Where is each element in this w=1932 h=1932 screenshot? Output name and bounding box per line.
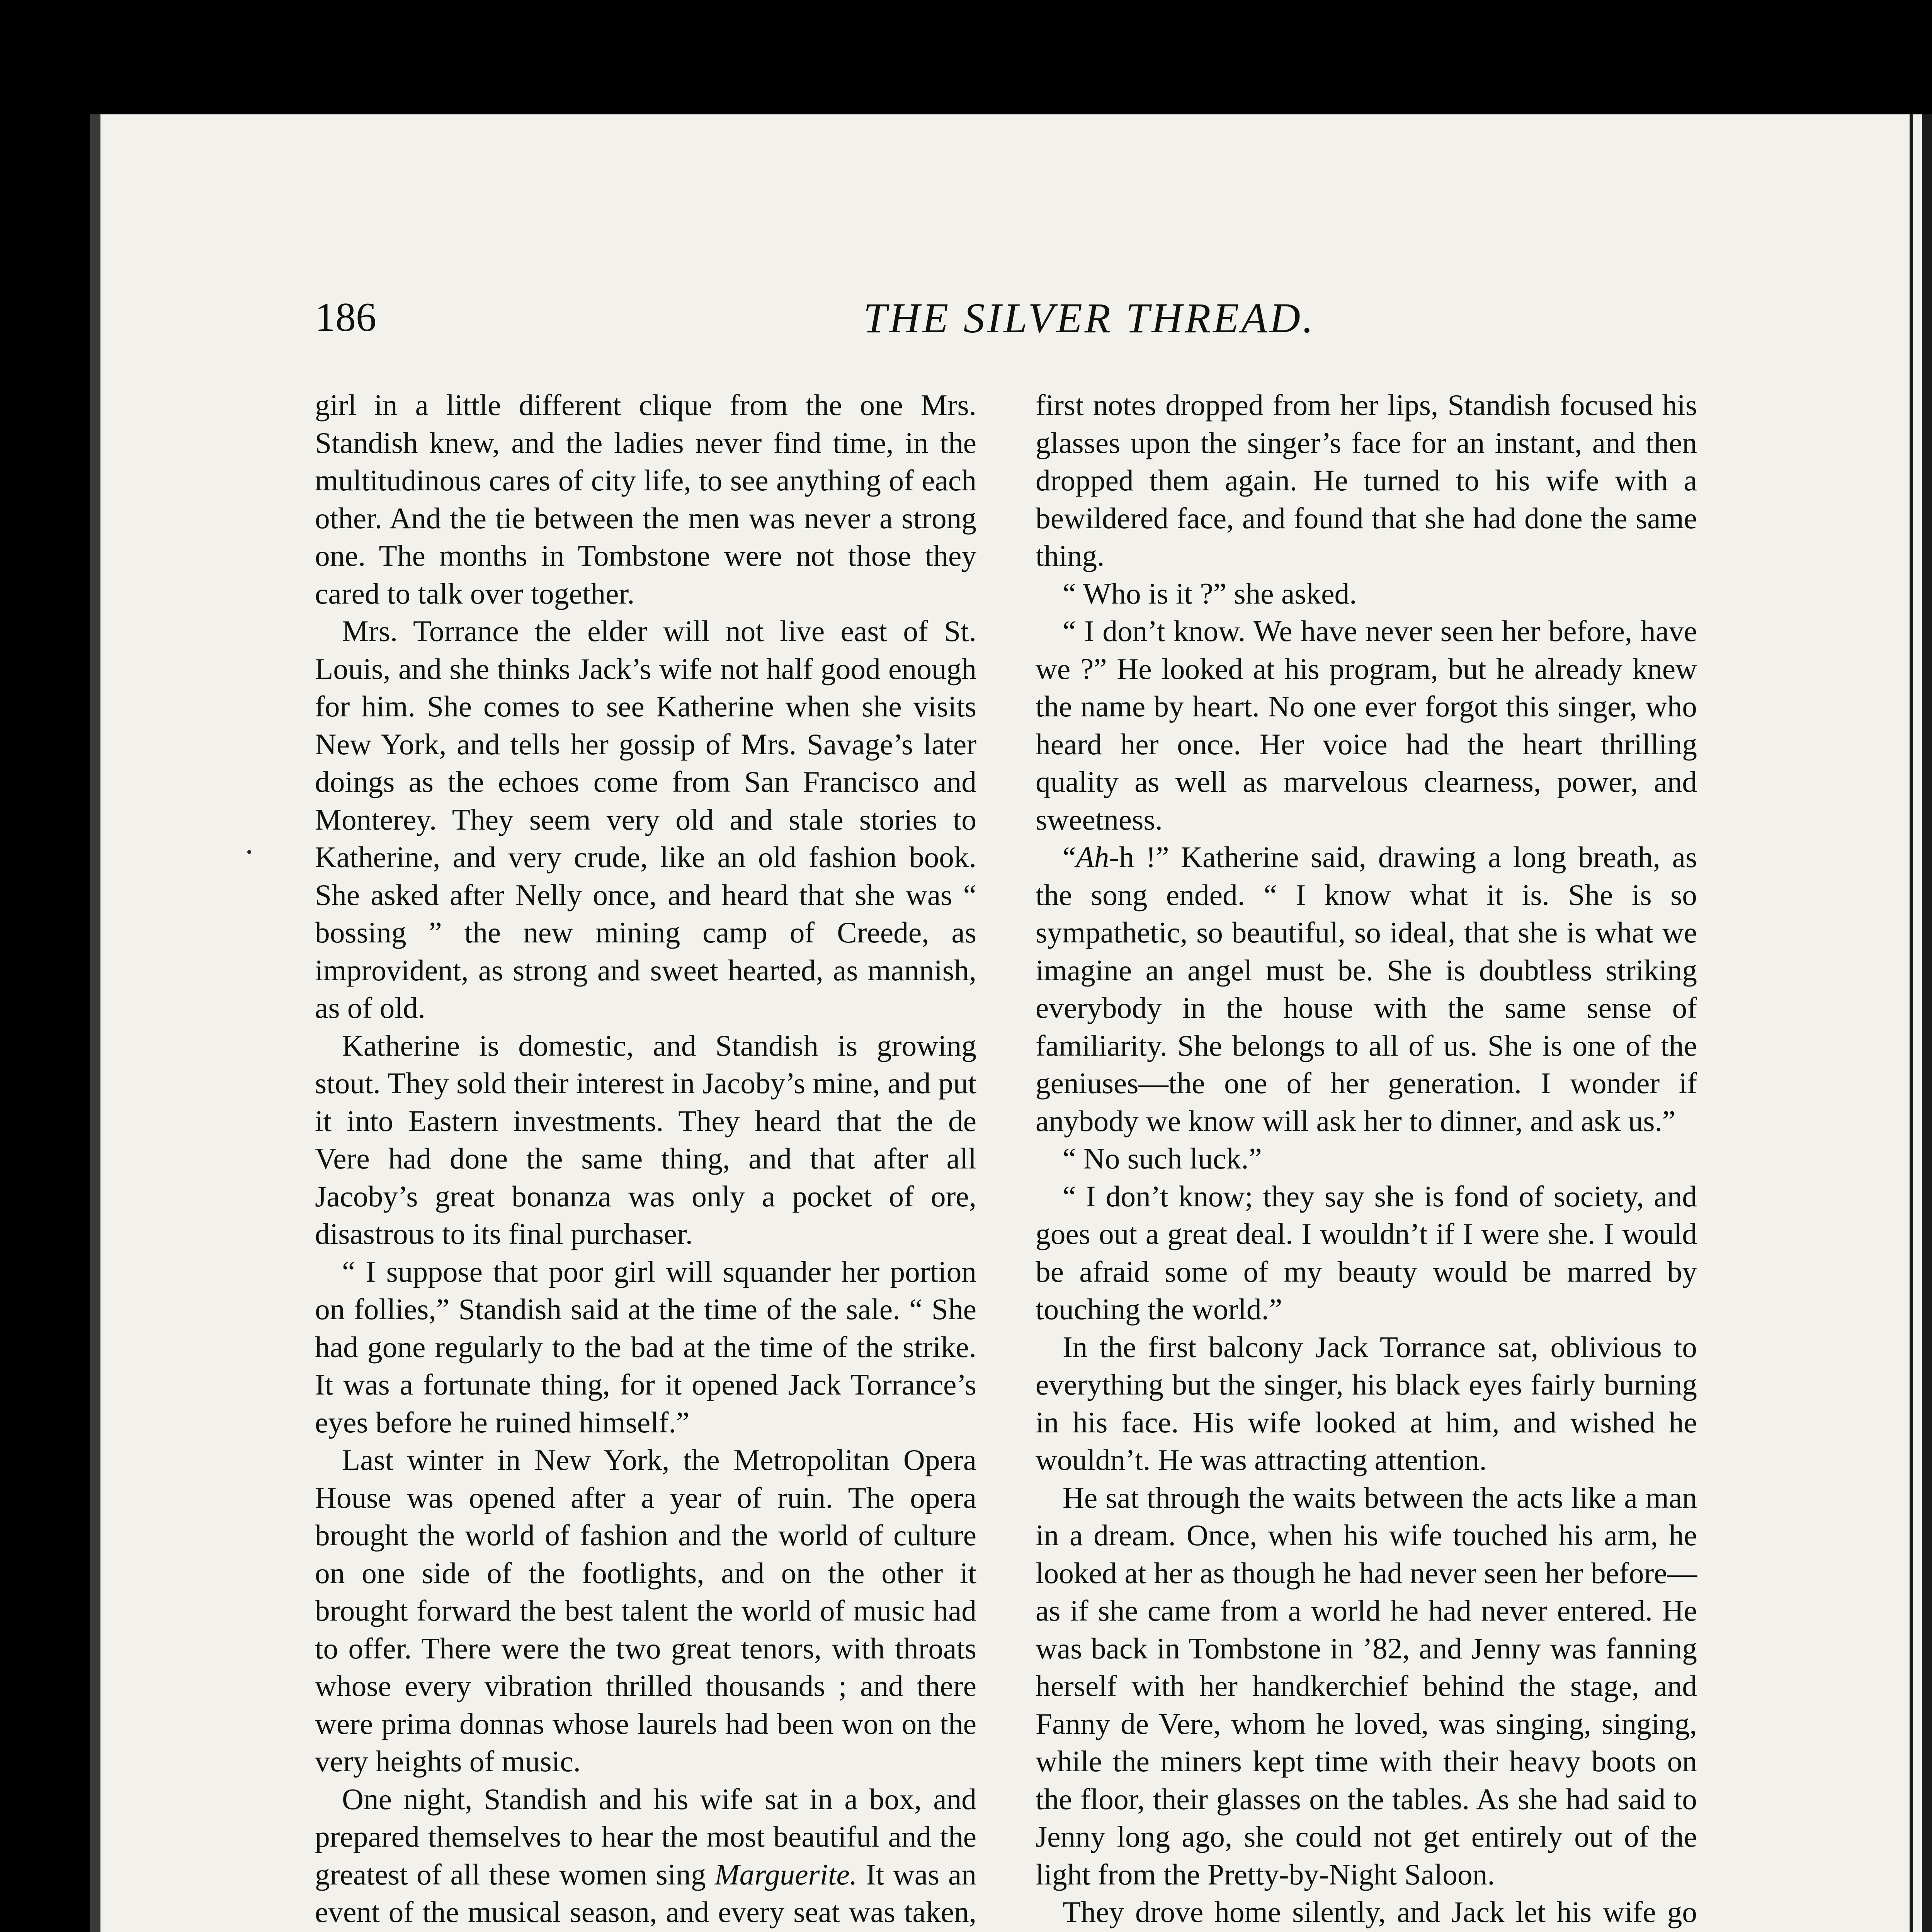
page-left-edge	[90, 114, 100, 1932]
left-column	[315, 386, 976, 1932]
italic-word: Ah	[1076, 840, 1109, 874]
page-right-edge	[1910, 114, 1932, 1932]
paragraph: “ I don’t know; they say she is fond of society, and goes out a great deal. I wouldn’t if I were she. I would be afraid some of my beauty would be marred by touching the world.”	[1036, 1179, 1697, 1326]
page-number: 186	[315, 294, 376, 340]
text-run: -h !” Katherine said, drawing a long breath, as the song ended. “ I know what it is. She is so sympathetic, so beautiful, so ideal, that she is what we imagine an angel must be. She is doubtless striking everybody in the house with the same sense of familiarity. She belongs to all of us. She is one of the geniuses—the one of her generation. I wonder if anybody we know will ask her to dinner, and ask us.”	[1036, 840, 1697, 1138]
ink-speck	[247, 850, 251, 854]
page-header	[315, 294, 1756, 355]
paragraph: They drove home silently, and Jack let his wife go	[1063, 1895, 1697, 1929]
paragraph: Katherine is domestic, and Standish is growing stout. They sold their interest in Jacoby’s mine, and put it into Eastern investments. They heard that the de Vere had done the same thing, and that after all Jacoby’s great bonanza was only a pocket of ore, disastrous to its final purchaser.	[315, 1029, 976, 1250]
paragraph: Mrs. Torrance the elder will not live east of St. Louis, and she thinks Jack’s wife not half good enough for him. She comes to see Katherine when she visits New York, and tells her gossip of Mrs. Savage’s later doings as the echoes come from San Francisco and Monterey. They seem very old and stale stories to Katherine, and very crude, like an old fashion book. She asked after Nelly once, and heard that she was “ bossing ” the new mining camp of Creede, as improvident, as strong and sweet hearted, as mannish, as of old.	[315, 614, 976, 1024]
paragraph: Last winter in New York, the Metropolitan Opera House was opened after a year of ruin. The opera brought the world of fashion and the world of culture on one side of the footlights, and on the other it brought forward the best talent the world of music had to offer. There were the two great tenors, with throats whose every vibration thrilled thousands ; and there were prima donnas whose laurels had been won on the very heights of music.	[315, 1443, 976, 1778]
text-run: One night, Standish and his wife sat in a box, and prepared themselves to hear the most beautiful and the greatest of all these women sing	[315, 1782, 976, 1891]
paragraph: girl in a little different clique from the one Mrs. Standish knew, and the ladies never find time, in the multitudinous cares of city life, to see anything of each other. And the tie between the men was never a strong one. The months in Tombstone were not those they cared to talk over together.	[315, 388, 976, 610]
paragraph	[315, 1781, 976, 1932]
text-run: It was an event of the musical season, and every seat was taken,	[315, 1857, 976, 1929]
paragraph: He sat through the waits between the acts like a man in a dream. Once, when his wife touched his arm, he looked at her as though he had never seen her before—as if she came from a world he had never entered. He was back in Tombstone in ’82, and Jenny was fanning herself with her handkerchief behind the stage, and Fanny de Vere, whom he loved, was singing, singing, while the miners kept time with their heavy boots on the floor, their glasses on the tables. As she had said to Jenny long ago, she could not get entirely out of the light from the Pretty-by-Night Saloon.	[1036, 1481, 1697, 1891]
paragraph: In the first balcony Jack Torrance sat, oblivious to everything but the singer, his black eyes fairly burning in his face. His wife looked at him, and wished he wouldn’t. He was attracting attention.	[1036, 1330, 1697, 1476]
italic-title: Marguerite.	[714, 1857, 857, 1891]
paragraph: “ I don’t know. We have never seen her before, have we ?” He looked at his program, but he already knew the name by heart. No one ever forgot this singer, who heard her once. Her voice had the heart thrilling quality as well as marvelous clearness, power, and sweetness.	[1036, 614, 1697, 836]
text-columns	[315, 386, 1697, 1932]
paragraph: “ I suppose that poor girl will squander her portion on follies,” Standish said at the time of the sale. “ She had gone regularly to the bad at the time of the strike. It was a fortunate thing, for it opened Jack Torrance’s eyes before he ruined himself.”	[315, 1255, 976, 1439]
text-run: “	[1063, 840, 1076, 874]
paragraph: “ No such luck.”	[1063, 1142, 1262, 1175]
paragraph	[1036, 838, 1697, 1140]
right-column	[1036, 386, 1697, 1932]
paragraph: “ Who is it ?” she asked.	[1063, 577, 1357, 610]
paragraph: first notes dropped from her lips, Standish focused his glasses upon the singer’s face for an instant, and then dropped them again. He turned to his wife with a bewildered face, and found that she had done the same thing.	[1036, 388, 1697, 572]
running-head: THE SILVER THREAD.	[863, 294, 1316, 342]
